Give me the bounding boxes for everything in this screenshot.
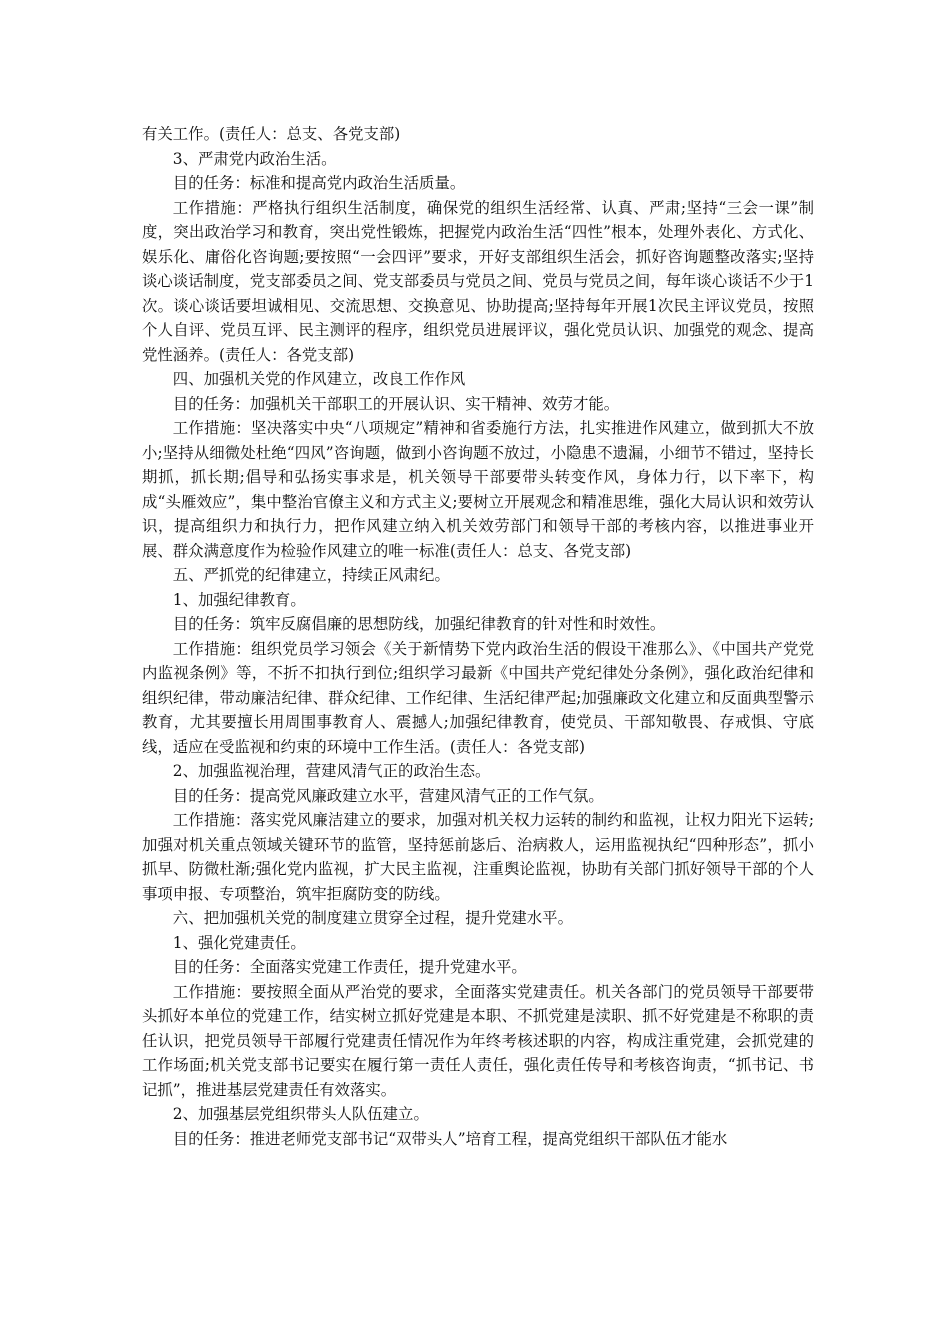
paragraph-14: 工作措施：落实党风廉洁建立的要求，加强对机关权力运转的制约和监视，让权力阳光下运转;加强对机关重点领域关键环节的监管，坚持惩前毖后、治病救人，运用监视执纪“四种形态”，抓小抓早、防微杜渐;强化党内监视，扩大民主监视，注重舆论监视，协助有关部门抓好领导干部的个人事项申报、专项整治，筑牢拒腐防变的防线。	[142, 811, 814, 903]
document-body	[142, 122, 814, 1151]
paragraph-19: 2、加强基层党组织带头人队伍建立。	[172, 1105, 429, 1123]
paragraph-12: 2、加强监视治理，营建风清气正的政治生态。	[172, 762, 491, 780]
paragraph-18: 工作措施：要按照全面从严治党的要求，全面落实党建责任。机关各部门的党员领导干部要带头抓好本单位的党建工作，结实树立抓好党建是本职、不抓党建是渎职、抓不好党建是不称职的责任认识，把党员领导干部履行党建责任情况作为年终考核述职的内容，构成注重党建，会抓党建的工作场面;机关党支部书记要实在履行第一责任人责任，强化责任传导和考核咨询责，“抓书记、书记抓”，推进基层党建责任有效落实。	[142, 982, 814, 1099]
paragraph-20: 目的任务：推进老师党支部书记“双带头人”培育工程，提高党组织干部队伍才能水	[172, 1129, 728, 1148]
paragraph-17: 目的任务：全面落实党建工作责任，提升党建水平。	[172, 958, 527, 976]
paragraph-11: 工作措施：组织党员学习领会《关于新情势下党内政治生活的假设干准那么》、《中国共产党党内监视条例》等，不折不扣执行到位;组织学习最新《中国共产党纪律处分条例》，强化政治纪律和组织纪律，带动廉洁纪律、群众纪律、工作纪律、生活纪律严起;加强廉政文化建立和反面典型警示教育，尤其要擅长用周围事教育人、震撼人;加强纪律教育，使党员、干部知敬畏、存戒惧、守底线，适应在受监视和约束的环境中工作生活。(责任人：各党支部)	[142, 639, 814, 756]
paragraph-9: 1、加强纪律教育。	[172, 590, 306, 609]
paragraph-13: 目的任务：提高党风廉政建立水平，营建风清气正的工作气氛。	[172, 786, 604, 805]
paragraph-2: 3、严肃党内政治生活。	[172, 149, 337, 168]
paragraph-8: 五、严抓党的纪律建立，持续正风肃纪。	[172, 566, 450, 584]
paragraph-4: 工作措施：严格执行组织生活制度，确保党的组织生活经常、认真、严肃;坚持“三会一课”制度，突出政治学习和教育，突出党性锻炼，把握党内政治生活“四性”根本，处理外表化、方式化、娱乐化、庸俗化咨询题;要按照“一会四评”要求，开好支部组织生活会，抓好咨询题整改落实;坚持谈心谈话制度，党支部委员之间、党支部委员与党员之间、党员与党员之间，每年谈心谈话不少于1次。谈心谈话要坦诚相见、交流思想、交换意见、协助提高;坚持每年开展1次民主评议党员，按照个人自评、党员互评、民主测评的程序，组织党员进展评议，强化党员认识、加强党的观念、提高党性涵养。(责任人：各党支部)	[142, 198, 814, 364]
paragraph-16: 1、强化党建责任。	[172, 933, 306, 952]
paragraph-1: 有关工作。(责任人：总支、各党支部)	[142, 125, 401, 143]
paragraph-15: 六、把加强机关党的制度建立贯穿全过程，提升党建水平。	[172, 909, 573, 927]
paragraph-3: 目的任务：标准和提高党内政治生活质量。	[172, 174, 466, 192]
paragraph-6: 目的任务：加强机关干部职工的开展认识、实干精神、效劳才能。	[172, 394, 620, 413]
paragraph-5: 四、加强机关党的作风建立，改良工作作风	[172, 370, 466, 388]
paragraph-7: 工作措施：坚决落实中央“八项规定”精神和省委施行方法，扎实推进作风建立，做到抓大不放小;坚持从细微处杜绝“四风”咨询题，做到小咨询题不放过，小隐患不遗漏，小细节不错过，坚持长期抓，抓长期;倡导和弘扬实事求是，机关领导干部要带头转变作风，身体力行，以下率下，构成“头雁效应”，集中整治官僚主义和方式主义;要树立开展观念和精准思维，强化大局认识和效劳认识，提高组织力和执行力，把作风建立纳入机关效劳部门和领导干部的考核内容，以推进事业开展、群众满意度作为检验作风建立的唯一标准(责任人：总支、各党支部)	[142, 419, 814, 560]
paragraph-10: 目的任务：筑牢反腐倡廉的思想防线，加强纪律教育的针对性和时效性。	[172, 615, 666, 633]
